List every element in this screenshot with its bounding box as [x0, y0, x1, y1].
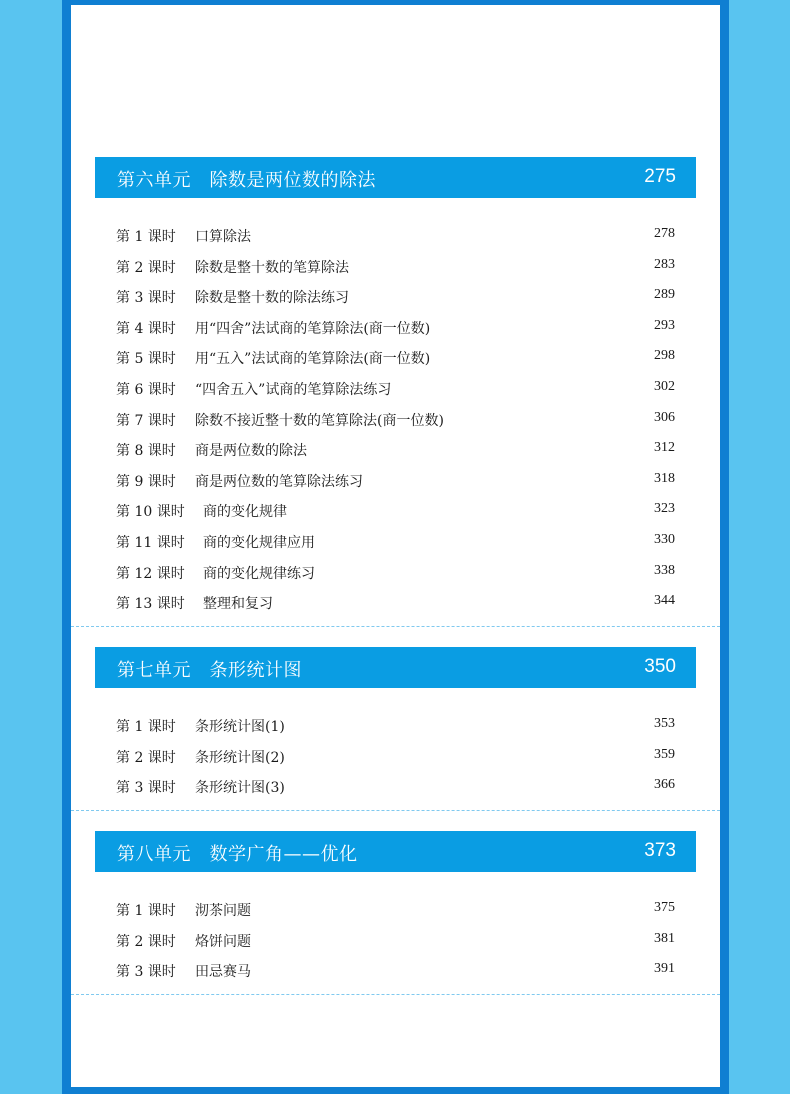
lesson-title: 田忌赛马 — [195, 964, 251, 981]
lesson-page-number: 330 — [654, 532, 675, 547]
unit-page-number: 350 — [644, 656, 676, 677]
lesson-page-number: 302 — [654, 379, 675, 394]
lesson-title: 条形统计图(3) — [195, 780, 285, 797]
lesson-number: 第 11 课时 — [116, 535, 185, 551]
lesson-page-number: 381 — [654, 930, 675, 946]
unit-header-6[interactable] — [95, 157, 696, 198]
lesson-page-number: 323 — [654, 501, 675, 517]
lesson-page-number: 344 — [654, 593, 675, 609]
unit-header-7[interactable] — [95, 647, 696, 688]
lesson-title: 沏茶问题 — [195, 903, 251, 919]
lesson-page-number: 375 — [654, 900, 675, 915]
unit-header-8[interactable] — [95, 831, 696, 872]
lesson-title: 烙饼问题 — [195, 933, 251, 950]
lesson-title: 条形统计图(2) — [195, 749, 285, 766]
lesson-item[interactable] — [71, 742, 720, 772]
lesson-item[interactable] — [71, 405, 720, 435]
lesson-number: 第 3 课时 — [116, 290, 176, 307]
lesson-item[interactable] — [71, 588, 720, 618]
section-divider — [71, 994, 720, 995]
lesson-item[interactable] — [71, 895, 720, 925]
lesson-page-number: 278 — [654, 226, 675, 241]
lesson-title: 商的变化规律 — [203, 504, 287, 521]
lesson-item[interactable] — [71, 374, 720, 404]
lesson-number: 第 5 课时 — [116, 351, 176, 368]
lesson-title: 用“四舍”法试商的笔算除法(商一位数) — [195, 320, 431, 337]
lesson-title: 除数是整十数的笔算除法 — [195, 259, 349, 276]
lesson-number: 第 9 课时 — [116, 473, 176, 490]
lesson-title: 商是两位数的笔算除法练习 — [195, 473, 363, 490]
lesson-page-number: 318 — [654, 470, 675, 486]
lesson-number: 第 1 课时 — [116, 229, 176, 245]
lesson-title: 除数不接近整十数的笔算除法(商一位数) — [195, 412, 444, 429]
section-divider — [71, 626, 720, 627]
lesson-page-number: 283 — [654, 256, 675, 272]
lesson-page-number: 359 — [654, 746, 675, 762]
lesson-number: 第 13 课时 — [116, 596, 185, 613]
lesson-number: 第 12 课时 — [116, 565, 185, 582]
unit-title: 第八单元 数学广角——优化 — [117, 844, 358, 865]
lesson-page-number: 298 — [654, 348, 675, 364]
lesson-title: 口算除法 — [195, 229, 251, 245]
lesson-item[interactable] — [71, 343, 720, 373]
lesson-number: 第 2 课时 — [116, 933, 176, 950]
lesson-page-number: 293 — [654, 317, 675, 333]
lesson-page-number: 391 — [654, 961, 675, 977]
lesson-title: 用“五入”法试商的笔算除法(商一位数) — [195, 351, 431, 368]
lesson-page-number: 289 — [654, 287, 675, 303]
lesson-item[interactable] — [71, 466, 720, 496]
lesson-page-number: 306 — [654, 409, 675, 425]
lesson-number: 第 7 课时 — [116, 412, 176, 429]
lesson-number: 第 10 课时 — [116, 504, 185, 521]
lesson-item[interactable] — [71, 558, 720, 588]
lesson-number: 第 1 课时 — [116, 903, 176, 919]
lesson-item[interactable] — [71, 711, 720, 741]
lesson-title: 条形统计图(1) — [195, 719, 285, 735]
lesson-item[interactable] — [71, 956, 720, 986]
lesson-item[interactable] — [71, 772, 720, 802]
unit-page-number: 275 — [644, 166, 676, 187]
lesson-title: “四舍五入”试商的笔算除法练习 — [195, 382, 392, 398]
lesson-number: 第 2 课时 — [116, 259, 176, 276]
lesson-number: 第 3 课时 — [116, 780, 176, 797]
lesson-item[interactable] — [71, 926, 720, 956]
lesson-number: 第 2 课时 — [116, 749, 176, 766]
lesson-title: 商的变化规律应用 — [203, 535, 315, 551]
lesson-item[interactable] — [71, 252, 720, 282]
lesson-item[interactable] — [71, 527, 720, 557]
lesson-title: 除数是整十数的除法练习 — [195, 290, 349, 307]
unit-title: 第六单元 除数是两位数的除法 — [117, 170, 376, 191]
lesson-title: 商的变化规律练习 — [203, 565, 315, 582]
lesson-title: 商是两位数的除法 — [195, 443, 307, 460]
lesson-page-number: 338 — [654, 562, 675, 578]
lesson-item[interactable] — [71, 313, 720, 343]
lesson-number: 第 1 课时 — [116, 719, 176, 735]
section-divider — [71, 810, 720, 811]
toc-page — [71, 5, 720, 1087]
lesson-page-number: 312 — [654, 440, 675, 456]
unit-title: 第七单元 条形统计图 — [117, 660, 302, 681]
lesson-title: 整理和复习 — [203, 596, 273, 613]
lesson-item[interactable] — [71, 221, 720, 251]
lesson-number: 第 3 课时 — [116, 964, 176, 981]
lesson-number: 第 6 课时 — [116, 382, 176, 398]
lesson-item[interactable] — [71, 496, 720, 526]
unit-page-number: 373 — [644, 840, 676, 861]
lesson-item[interactable] — [71, 282, 720, 312]
lesson-page-number: 353 — [654, 716, 675, 731]
lesson-number: 第 4 课时 — [116, 320, 176, 337]
lesson-number: 第 8 课时 — [116, 443, 176, 460]
lesson-item[interactable] — [71, 435, 720, 465]
lesson-page-number: 366 — [654, 777, 675, 793]
